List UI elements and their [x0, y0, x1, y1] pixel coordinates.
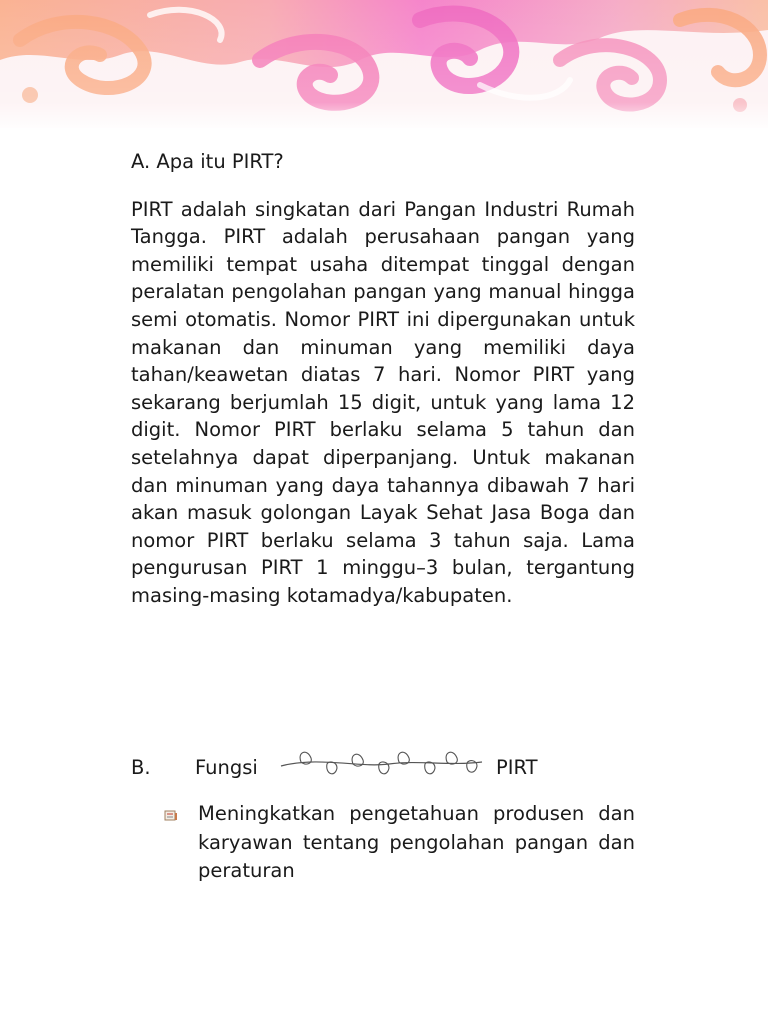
bullet-text: Meningkatkan pengetahuan produsen dan karyawan tentang pengolahan pangan dan peraturan — [198, 802, 635, 882]
section-b-word-pirt: PIRT — [496, 756, 538, 779]
section-a — [131, 148, 635, 610]
section-a-heading: A. Apa itu PIRT? — [131, 150, 284, 173]
bullet-item — [131, 800, 635, 886]
section-b-word-fungsi: Fungsi — [195, 756, 258, 779]
book-bullet-icon — [164, 810, 178, 822]
section-b-letter: B. — [131, 756, 151, 779]
section-a-paragraph: PIRT adalah singkatan dari Pangan Industri Rumah Tangga. PIRT adalah perusahaan pangan yang memiliki tempat usaha ditempat tinggal dengan peralatan pengolahan pangan yang manual hingga semi otomatis. Nomor PIRT ini dipergunakan untuk makanan dan minuman yang memiliki daya tahan/keawetan diatas 7 hari. Nomor PIRT yang sekarang berjumlah 15 digit, untuk yang lama 12 digit. Nomor PIRT berlaku selama 5 tahun dan setelahnya dapat diperpanjang. Untuk makanan dan minuman yang daya tahannya dibawah 7 hari akan masuk golongan Layak Sehat Jasa Boga dan nomor PIRT berlaku selama 3 tahun saja. Lama pengurusan PIRT 1 minggu–3 bulan, tergantung masing-masing kotamadya/kabupaten. — [131, 197, 635, 607]
decorative-swirl-banner — [0, 0, 768, 128]
leaf-vine-icon — [279, 744, 484, 784]
section-b-heading — [131, 744, 635, 790]
